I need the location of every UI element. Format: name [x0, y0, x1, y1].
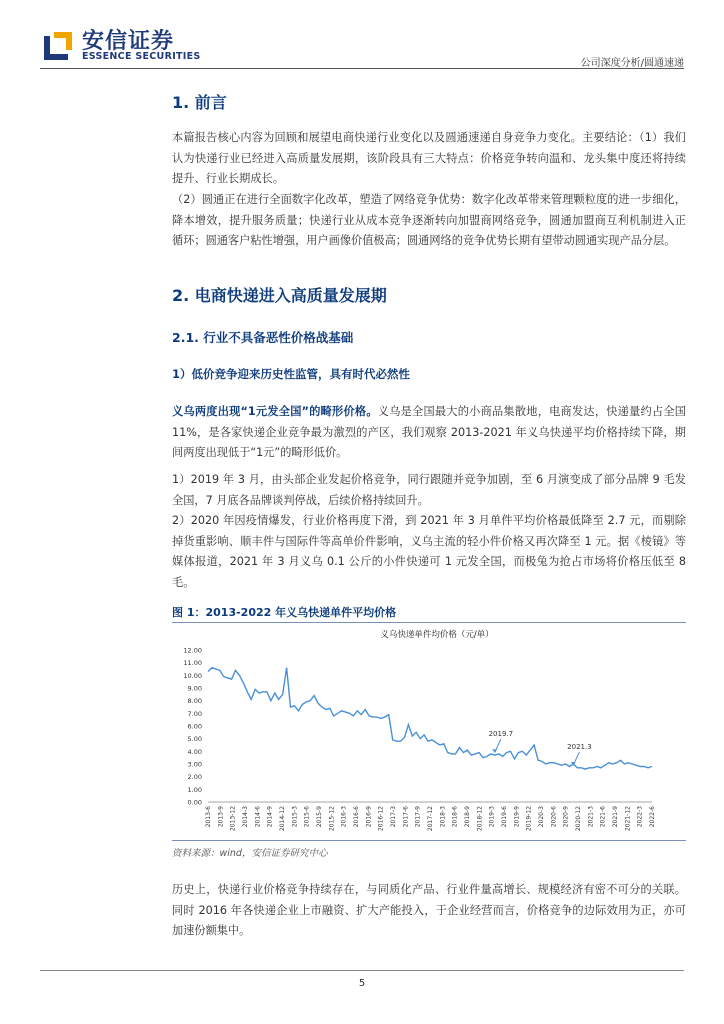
- x-tick-label: 2015-12: [328, 806, 336, 832]
- y-tick-label: 1.00: [187, 785, 202, 794]
- x-tick-label: 2019-9: [513, 806, 521, 828]
- x-tick-label: 2014-12: [279, 806, 286, 832]
- chart-title: 义乌快递单件均价格（元/单）: [380, 630, 494, 640]
- x-tick-label: 2020-6: [550, 806, 558, 828]
- section-2-title: 2. 电商快递进入高质量发展期: [172, 286, 387, 305]
- section-2-paragraph-2: 1）2019 年 3 月，由头部企业发起价格竞争，同行跟随并竞争加剧，至 6 月演变成了部分品牌 9 毛发全国，7 月底各品牌谈判停战，后续价格持续回升。: [172, 473, 686, 507]
- section-2-paragraph-3: 2）2020 年因疫情爆发，行业价格再度下滑，到 2021 年 3 月单件平均价格最低降至 2.7 元，而剔除掉货重影响、顺丰件与国际件等高单价件影响，义乌主流的轻小件价格又再次降至 1 元。据《棱镜》等媒体报道，2021 年 3 月义乌 0.1 公斤的小件快递可 1 元发全国，而极兔为抢占市场将价格压低至 8 毛。: [172, 514, 686, 589]
- y-tick-label: 3.00: [187, 760, 202, 769]
- paragraph-body: 义乌是全国最大的小商品集散地，电商发达，快递量约占全国 11%，是各家快递企业竞争最为激烈的产区，我们观察 2013-2021 年义乌快递平均价格持续下降，期间两度出现低于“1元”的畸形低价。: [172, 405, 686, 459]
- x-tick-label: 2015-9: [316, 806, 323, 828]
- x-tick-label: 2013-9: [217, 806, 225, 828]
- annotation-arrowhead: [492, 749, 497, 753]
- section-2-paragraph-4: 历史上，快递行业价格竞争持续存在，与同质化产品、行业件量高增长、规模经济有密不可分的关联。同时 2016 年各快递企业上市融资、扩大产能投入，于企业经营而言，价格竞争的边际效用为正，亦可加速份额集中。: [172, 883, 686, 937]
- company-name-cn: 安信证券: [82, 29, 175, 54]
- x-tick-label: 2014-3: [242, 806, 249, 828]
- x-tick-label: 2020-9: [562, 806, 570, 828]
- x-tick-label: 2020-3: [538, 806, 545, 828]
- subsection-2-1-title: 2.1. 行业不具备恶性价格战基础: [172, 330, 354, 345]
- annotation-label: 2021.3: [567, 742, 592, 751]
- y-tick-label: 10.00: [183, 671, 202, 680]
- y-tick-label: 6.00: [187, 722, 202, 731]
- x-tick-label: 2022-3: [636, 806, 644, 828]
- series-line: [208, 668, 652, 769]
- figure-top-rule: [172, 622, 686, 623]
- company-logo: [40, 24, 200, 66]
- header-divider: [40, 68, 684, 69]
- x-tick-label: 2016-3: [340, 806, 348, 828]
- annotation-label: 2019.7: [488, 730, 514, 739]
- section-1-title: 1. 前言: [172, 93, 227, 112]
- footer-divider: [40, 970, 684, 971]
- x-tick-label: 2017-9: [414, 806, 422, 828]
- lead-sentence: 义乌两度出现“1元发全国”的畸形价格。: [172, 405, 378, 418]
- y-tick-label: 12.00: [183, 646, 202, 655]
- y-tick-label: 0.00: [187, 798, 202, 807]
- section-1-paragraph-2: （2）圆通正在进行全面数字化改革，塑造了网络竞争优势：数字化改革带来管理颗粒度的进一步细化，降本增效，提升服务质量；快递行业从成本竞争逐渐转向加盟商网络竞争，圆通加盟商互利机制进入正循环；圆通客户粘性增强，用户画像价值极高；圆通网络的竞争优势长期有望带动圆通实现产品分层。: [172, 193, 686, 247]
- x-tick-label: 2020-12: [575, 806, 582, 832]
- x-tick-label: 2019-3: [488, 806, 496, 828]
- x-tick-label: 2021-6: [599, 806, 607, 828]
- company-name-en: ESSENCE SECURITIES: [82, 51, 201, 62]
- y-tick-label: 7.00: [187, 709, 202, 718]
- subsection-heading: 1）低价竞争迎来历史性监管，具有时代必然性: [172, 367, 410, 381]
- y-tick-label: 5.00: [187, 735, 202, 744]
- x-tick-label: 2016-12: [377, 806, 385, 832]
- figure-bottom-rule: [172, 840, 686, 841]
- figure-title: 图 1：2013-2022 年义乌快递单件平均价格: [172, 606, 397, 619]
- y-tick-label: 9.00: [187, 684, 202, 693]
- x-tick-label: 2019-6: [501, 806, 508, 828]
- y-tick-label: 8.00: [187, 697, 202, 706]
- x-tick-label: 2013-6: [205, 806, 212, 828]
- x-tick-label: 2013-12: [229, 806, 237, 832]
- y-tick-label: 4.00: [187, 747, 202, 756]
- essence-logo-icon: [40, 28, 76, 64]
- price-line-chart: [172, 624, 686, 840]
- x-tick-label: 2014-9: [266, 806, 274, 828]
- x-tick-label: 2022-6: [649, 806, 656, 828]
- x-tick-label: 2021-9: [612, 806, 619, 828]
- x-tick-label: 2016-6: [353, 806, 360, 828]
- y-tick-label: 2.00: [187, 773, 202, 782]
- section-2-paragraph-1: [172, 402, 686, 464]
- x-tick-label: 2017-3: [390, 806, 397, 828]
- figure-source: 资料来源：wind，安信证券研究中心: [172, 848, 328, 859]
- x-tick-label: 2015-3: [291, 806, 299, 828]
- x-tick-label: 2015-6: [303, 806, 311, 828]
- section-1-paragraph-1: 本篇报告核心内容为回顾和展望电商快递行业变化以及圆通速递自身竞争力变化。主要结论：（1）我们认为快递行业已经进入高质量发展期，该阶段具有三大特点：价格竞争转向温和、龙头集中度还将持续提升、行业长期成长。: [172, 131, 686, 185]
- page-number: 5: [358, 978, 366, 989]
- x-tick-label: 2021-3: [587, 806, 595, 828]
- x-tick-label: 2017-12: [427, 806, 434, 832]
- x-tick-label: 2018-6: [451, 806, 459, 828]
- y-tick-label: 11.00: [183, 659, 202, 668]
- x-tick-label: 2014-6: [254, 806, 262, 828]
- x-tick-label: 2018-12: [476, 806, 484, 832]
- report-type: 公司深度分析/圆通速递: [580, 58, 684, 69]
- x-tick-label: 2017-6: [402, 806, 410, 828]
- x-tick-label: 2016-9: [365, 806, 373, 828]
- x-tick-label: 2019-12: [525, 806, 533, 832]
- x-tick-label: 2018-9: [464, 806, 471, 828]
- x-tick-label: 2021-12: [624, 806, 632, 832]
- x-tick-label: 2018-3: [439, 806, 447, 828]
